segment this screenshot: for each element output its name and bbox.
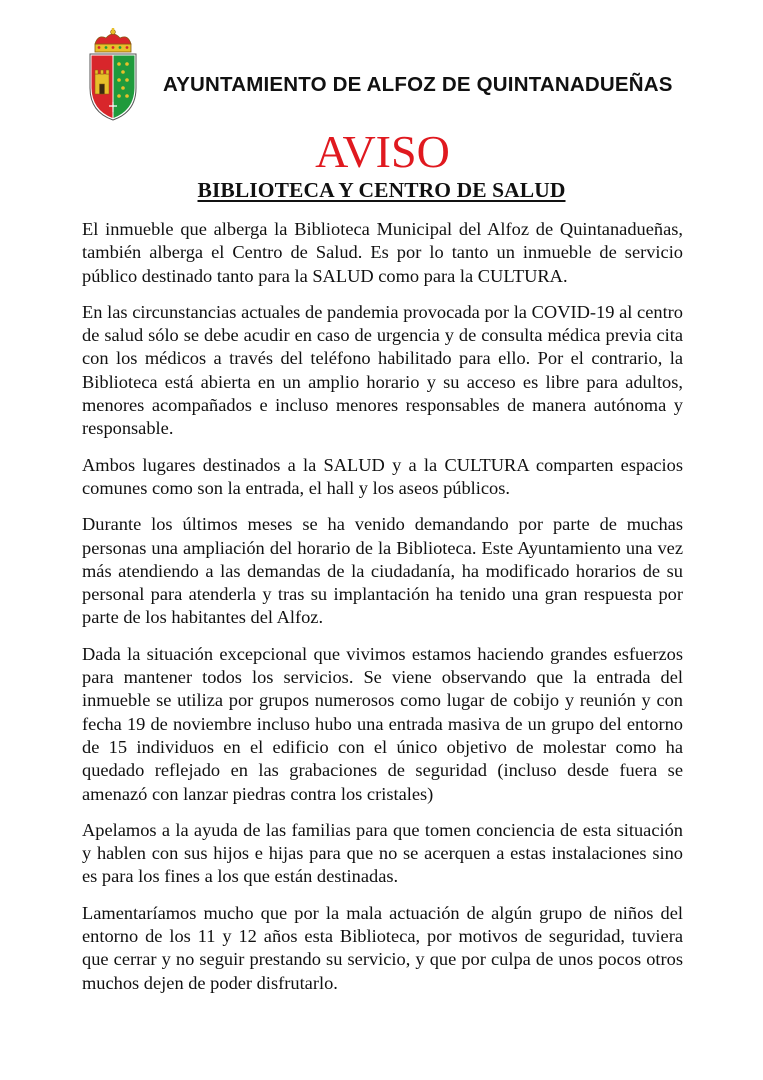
paragraph-1: El inmueble que alberga la Biblioteca Municipal del Alfoz de Quintanadueñas, también alberga el Centro de Salud. Es por lo tanto un inmueble de servicio público destinado tanto para la SALUD como para la CULTURA. — [82, 219, 683, 286]
paragraph-2: En las circunstancias actuales de pandemia provocada por la COVID-19 al centro de salud sólo se debe acudir en caso de urgencia y de consulta médica previa cita con los médicos a través del teléfono habilitado para ello. Por el contrario, la Biblioteca está abierta en un amplio horario y su acceso es libre para adultos, menores acompañados e incluso menores responsables de manera autónoma y responsable. — [82, 301, 683, 439]
municipality-title: AYUNTAMIENTO DE ALFOZ DE QUINTANADUEÑAS — [163, 73, 673, 96]
notice-subtitle: BIBLIOTECA Y CENTRO DE SALUD — [197, 178, 566, 202]
coat-of-arms-icon — [86, 28, 140, 122]
paragraph-6: Apelamos a la ayuda de las familias para que tomen conciencia de esta situación y hablen con sus hijos e hijas para que no se acerquen a estas instalaciones sino es para los fines a los que están destinadas. — [82, 819, 683, 887]
castle-icon — [95, 70, 109, 94]
paragraph-3: Ambos lugares destinados a la SALUD y a la CULTURA comparten espacios comunes como son la entrada, el hall y los aseos públicos. — [82, 454, 683, 498]
notice-heading: AVISO — [315, 126, 450, 177]
paragraph-4: Durante los últimos meses se ha venido demandando por parte de muchas personas una ampliación del horario de la Biblioteca. Este Ayuntamiento una vez más atendiendo a las demandas de la ciudadanía, ha modificado horarios de su personal para atenderla y tras su implantación ha tenido una gran respuesta por parte de los habitantes del Alfoz. — [82, 514, 683, 628]
paragraph-7: Lamentaríamos mucho que por la mala actuación de algún grupo de niños del entorno de los 11 y 12 años esta Biblioteca, por motivos de seguridad, tuviera que cerrar y no seguir prestando su servicio, y que por culpa de unos pocos otros muchos dejen de poder disfrutarlo. — [82, 902, 683, 993]
crown-icon — [95, 28, 131, 52]
notice-body — [82, 218, 683, 1008]
paragraph-5: Dada la situación excepcional que vivimos estamos haciendo grandes esfuerzos para mantener todos los servicios. Se viene observando que la entrada del inmueble se utiliza por grupos numerosos como lugar de cobijo y reunión y con fecha 19 de noviembre incluso hubo una entrada masiva de un grupo del entorno de 15 individuos en el edificio con el único objetivo de molestar como ha quedado reflejado en las grabaciones de seguridad (incluso desde fuera se amenazó con lanzar piedras contra los cristales) — [82, 643, 683, 804]
